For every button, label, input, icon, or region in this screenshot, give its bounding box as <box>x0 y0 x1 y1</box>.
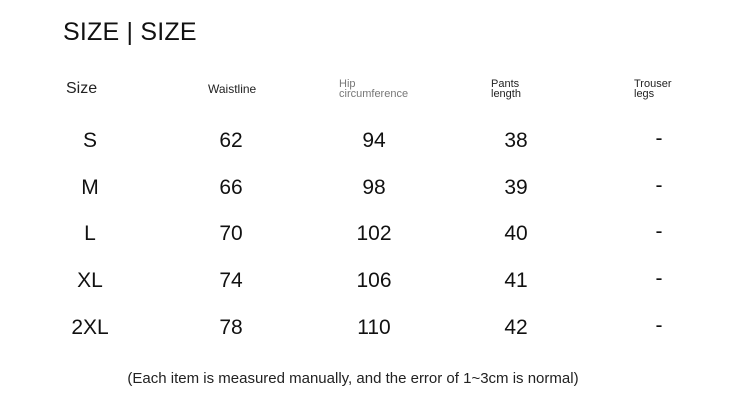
cell-pants-length: 39 <box>504 176 528 199</box>
cell-pants-length: 41 <box>504 269 528 292</box>
header-hip-line1: Hip <box>339 78 356 90</box>
header-hip-circumference <box>339 79 408 99</box>
header-trouser-line2: legs <box>634 88 655 100</box>
cell-waistline: 78 <box>219 316 243 339</box>
cell-size: S <box>82 129 97 152</box>
cell-hip: 94 <box>362 129 386 152</box>
cell-hip: 106 <box>356 269 392 292</box>
header-trouser-legs <box>634 79 672 99</box>
cell-waistline: 70 <box>219 222 243 245</box>
header-pants-length <box>491 79 521 99</box>
cell-hip: 110 <box>357 316 391 339</box>
cell-size: L <box>84 222 96 245</box>
page-title: SIZE | SIZE <box>63 18 197 46</box>
header-size: Size <box>66 80 98 97</box>
cell-trouser-legs: - <box>655 267 663 290</box>
cell-size: XL <box>77 269 103 292</box>
cell-hip: 102 <box>356 222 392 245</box>
cell-size: M <box>81 176 99 199</box>
header-hip-line2: circumference <box>339 88 409 100</box>
cell-trouser-legs: - <box>655 127 663 150</box>
header-pants-line2: length <box>491 88 521 100</box>
cell-trouser-legs: - <box>655 174 663 197</box>
cell-waistline: 62 <box>219 129 243 152</box>
cell-pants-length: 42 <box>504 316 528 339</box>
cell-trouser-legs: - <box>655 220 663 243</box>
cell-size: 2XL <box>71 316 109 339</box>
header-pants-line1: Pants <box>491 78 520 90</box>
cell-pants-length: 40 <box>504 222 528 245</box>
cell-trouser-legs: - <box>655 314 663 337</box>
measurement-note: (Each item is measured manually, and the error of 1~3cm is normal) <box>127 370 579 387</box>
header-waistline: Waistline <box>208 82 257 96</box>
header-trouser-line1: Trouser <box>634 78 672 90</box>
cell-waistline: 74 <box>219 269 243 292</box>
cell-pants-length: 38 <box>504 129 528 152</box>
cell-waistline: 66 <box>219 176 243 199</box>
cell-hip: 98 <box>362 176 386 199</box>
